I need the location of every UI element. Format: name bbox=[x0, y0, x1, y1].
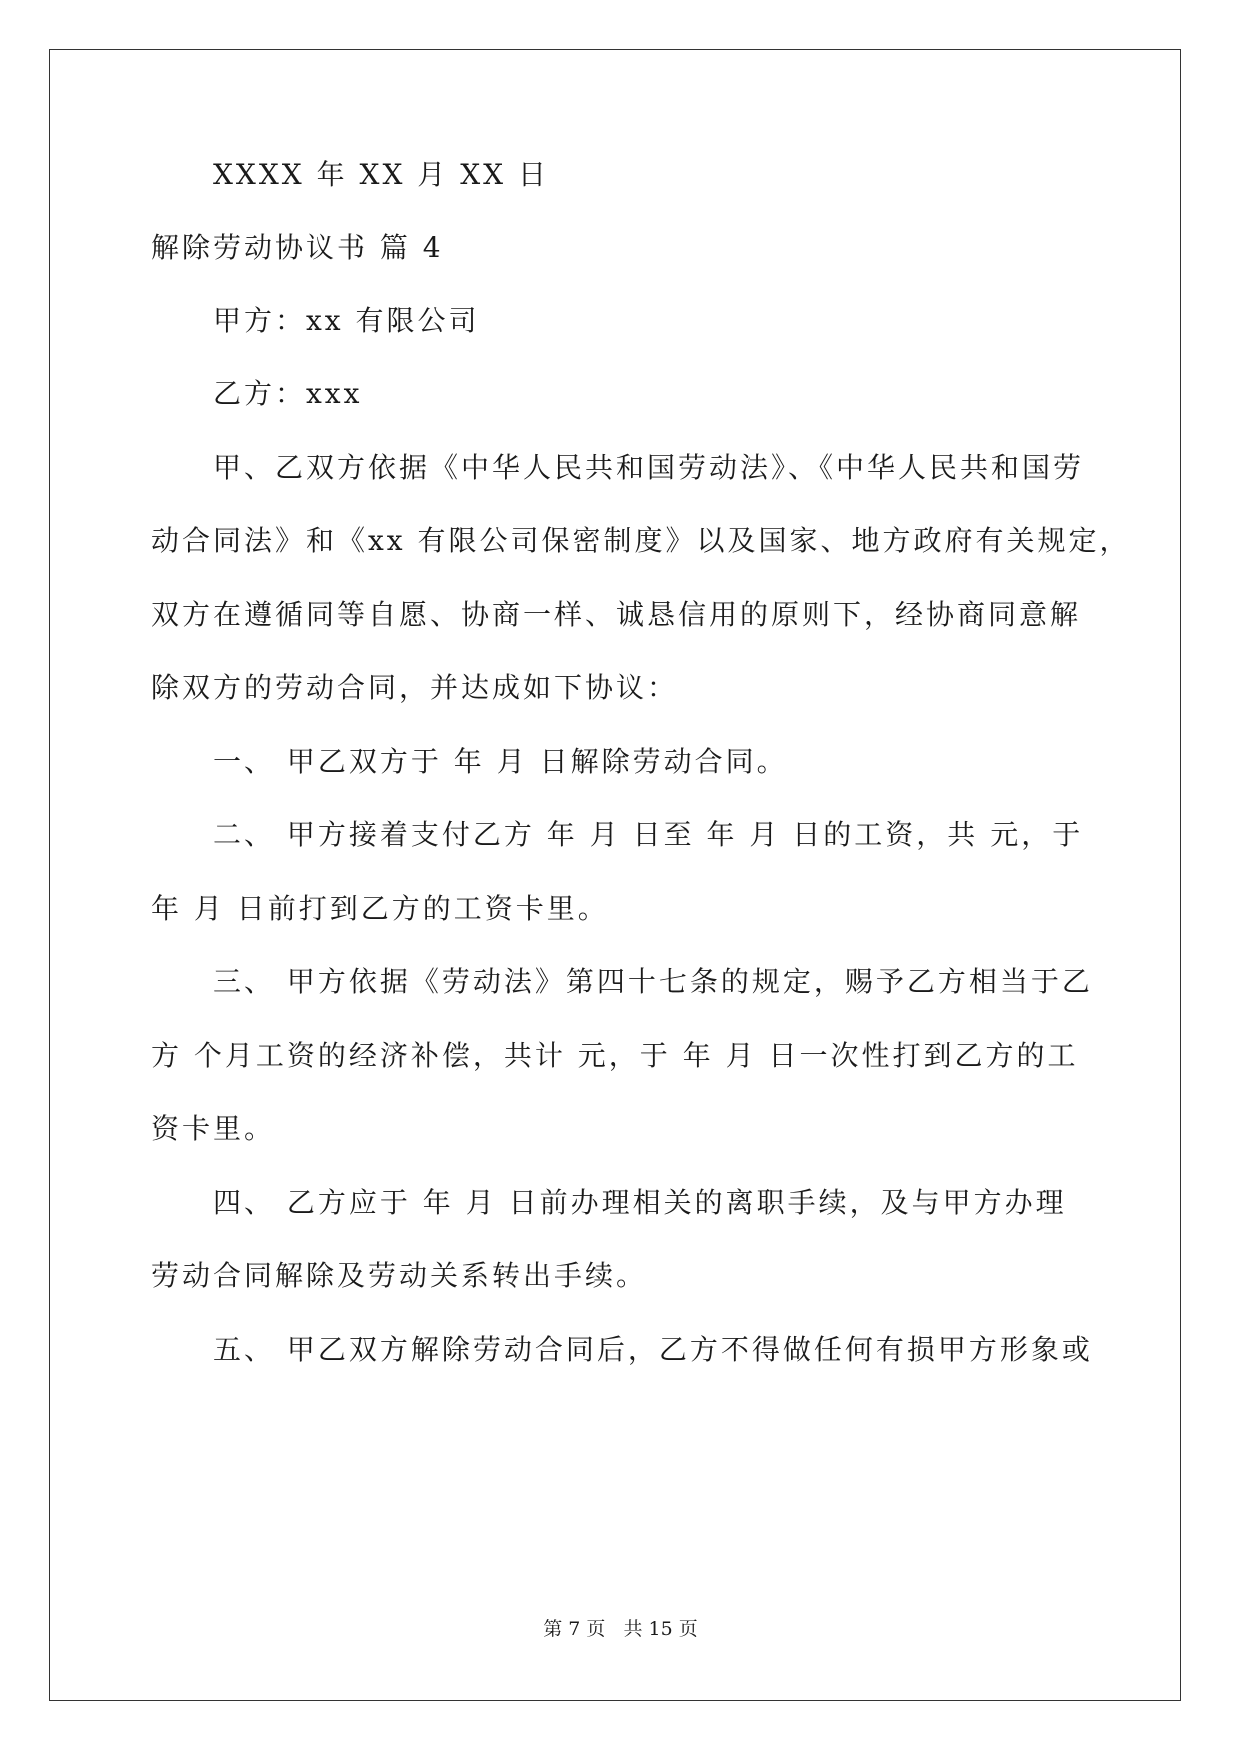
page-border bbox=[49, 49, 1181, 1701]
section-heading: 解除劳动协议书 篇 4 bbox=[151, 231, 444, 264]
clause-2-line: 二、 甲方接着支付乙方 年 月 日至 年 月 日的工资，共 元，于 bbox=[213, 818, 1084, 851]
clause-2-line: 年 月 日前打到乙方的工资卡里。 bbox=[151, 892, 609, 925]
paragraph-line: 双方在遵循同等自愿、协商一样、诚恳信用的原则下，经协商同意解 bbox=[151, 598, 1082, 631]
page-footer bbox=[0, 1617, 1241, 1641]
date-line: XXXX 年 XX 月 XX 日 bbox=[213, 158, 549, 191]
page-number: 第 7 页 bbox=[543, 1618, 606, 1640]
clause-4-line: 劳动合同解除及劳动关系转出手续。 bbox=[151, 1259, 648, 1292]
clause-4-line: 四、 乙方应于 年 月 日前办理相关的离职手续，及与甲方办理 bbox=[213, 1186, 1067, 1219]
clause-5-line: 五、 甲乙双方解除劳动合同后，乙方不得做任何有损甲方形象或 bbox=[213, 1333, 1093, 1366]
clause-3-line: 方 个月工资的经济补偿，共计 元，于 年 月 日一次性打到乙方的工 bbox=[151, 1039, 1079, 1072]
paragraph-line: 除双方的劳动合同，并达成如下协议： bbox=[151, 671, 679, 704]
page-total: 共 15 页 bbox=[623, 1618, 698, 1640]
clause-1-line: 一、 甲乙双方于 年 月 日解除劳动合同。 bbox=[213, 745, 788, 778]
paragraph-line: 甲、乙双方依据《中华人民共和国劳动法》、《中华人民共和国劳 bbox=[213, 451, 1085, 484]
clause-3-line: 三、 甲方依据《劳动法》第四十七条的规定，赐予乙方相当于乙 bbox=[213, 965, 1093, 998]
paragraph-line: 动合同法》和《xx 有限公司保密制度》以及国家、地方政府有关规定， bbox=[151, 524, 1131, 557]
clause-3-line: 资卡里。 bbox=[151, 1112, 276, 1145]
party-b-line: 乙方：xxx bbox=[213, 377, 363, 410]
party-a-line: 甲方：xx 有限公司 bbox=[213, 304, 480, 337]
